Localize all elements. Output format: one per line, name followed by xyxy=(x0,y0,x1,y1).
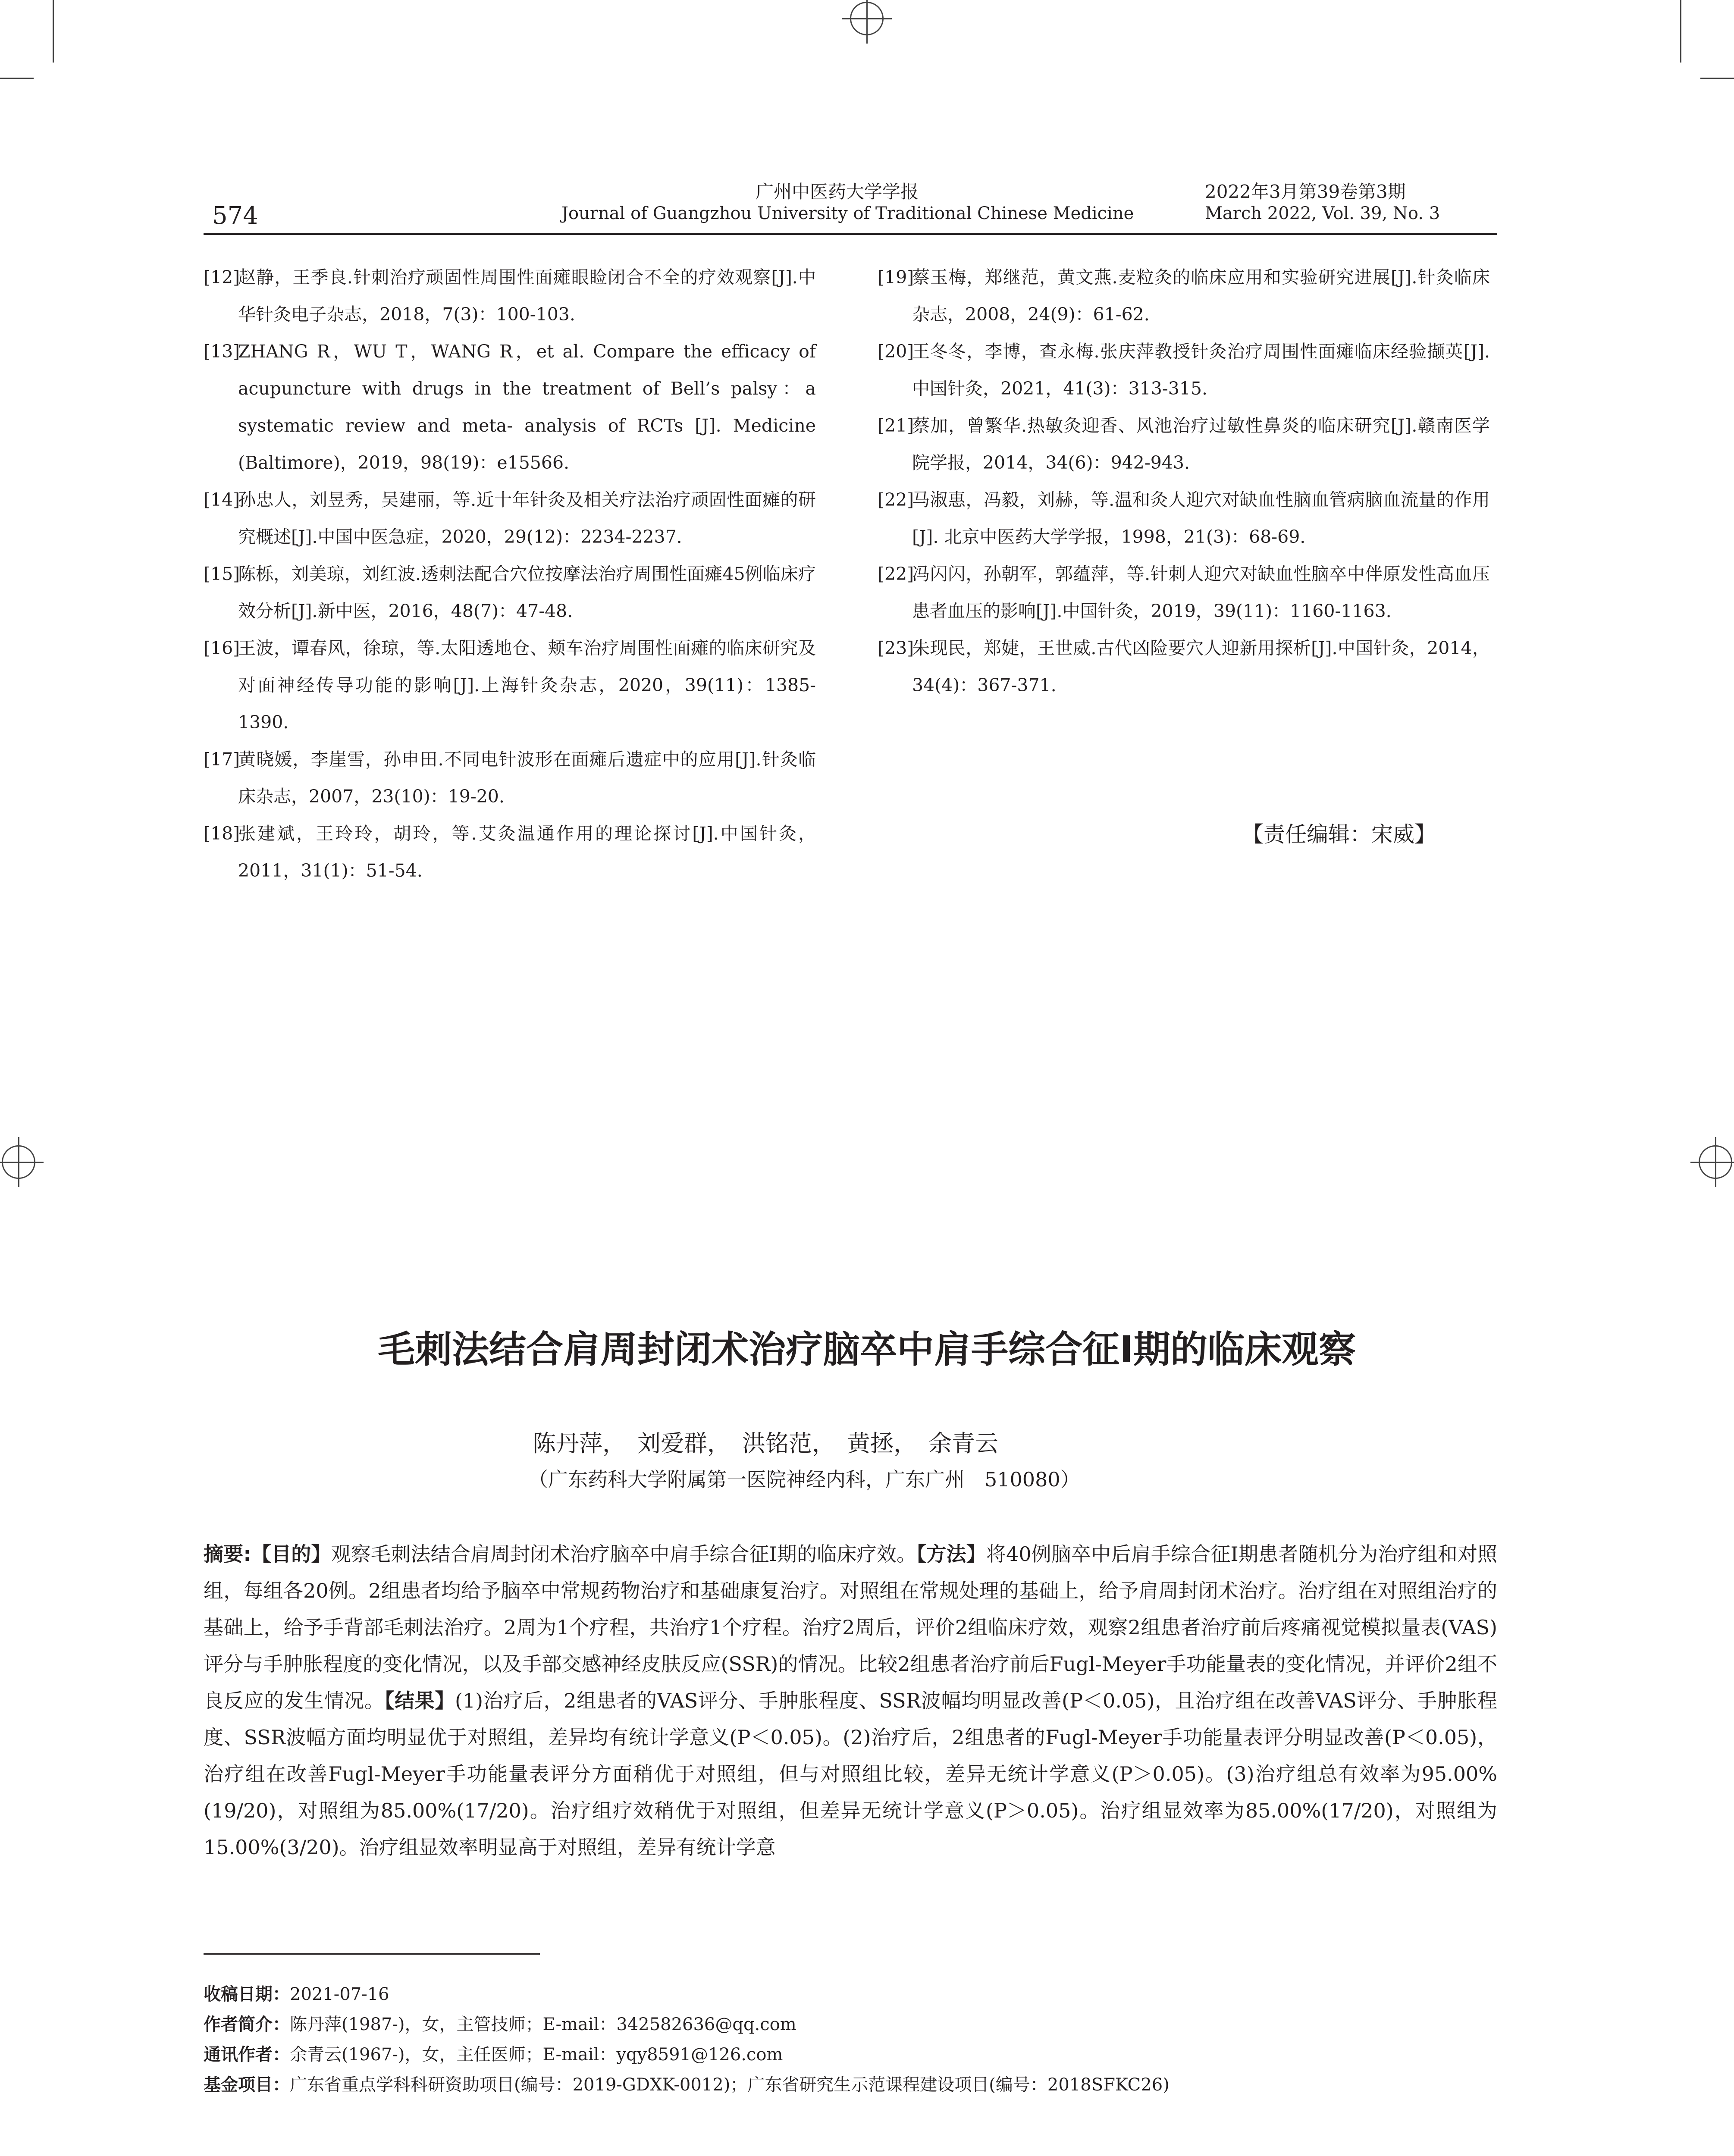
reference-text: 冯闪闪，孙朝军，郭蕴萍，等.针刺人迎穴对缺血性脑卒中伴原发性高血压患者血压的影响[J].中国针灸，2019，39(11)：1160-1163. xyxy=(912,564,1490,621)
reference-item xyxy=(878,259,1490,333)
reference-number: [15] xyxy=(204,564,240,584)
reference-item xyxy=(204,481,816,555)
reference-number: [14] xyxy=(204,489,240,510)
abstract-objective: 观察毛刺法结合肩周封闭术治疗脑卒中肩手综合征Ⅰ期的临床疗效。 xyxy=(331,1542,917,1566)
registration-mark-icon xyxy=(2,1145,35,1179)
reference-item xyxy=(204,741,816,815)
crop-mark xyxy=(1680,0,1681,63)
references-right-column xyxy=(878,259,1490,704)
reference-item xyxy=(204,555,816,630)
footnote-corresponding-author xyxy=(204,2040,1497,2070)
reference-item xyxy=(878,555,1490,630)
registration-mark-icon xyxy=(850,2,884,35)
footnotes xyxy=(204,1979,1497,2100)
footnote-label: 作者简介： xyxy=(204,2015,290,2034)
abstract xyxy=(204,1536,1497,1866)
article-authors: 陈丹萍， 刘爱群， 洪铭范， 黄拯， 余青云 xyxy=(533,1430,998,1457)
reference-item xyxy=(204,815,816,889)
registration-mark-icon xyxy=(1699,1145,1732,1179)
article-title: 毛刺法结合肩周封闭术治疗脑卒中肩手综合征Ⅰ期的临床观察 xyxy=(378,1328,1356,1371)
reference-text: 蔡玉梅，郑继范，黄文燕.麦粒灸的临床应用和实验研究进展[J].针灸临床杂志，2008，24(9)：61-62. xyxy=(912,267,1490,325)
footnote-divider xyxy=(204,1953,540,1955)
abstract-label: 摘要: xyxy=(204,1542,251,1566)
reference-number: [23] xyxy=(878,638,914,658)
journal-title-en: Journal of Guangzhou University of Traditional Chinese Medicine xyxy=(561,204,1134,223)
reference-item xyxy=(878,407,1490,481)
crop-mark xyxy=(0,78,34,79)
footnote-text: 余青云(1967-)，女，主任医师；E-mail：yqy8591@126.com xyxy=(290,2045,783,2065)
footnote-funding xyxy=(204,2070,1497,2100)
abstract-results: (1)治疗后，2组患者的VAS评分、手肿胀程度、SSR波幅均明显改善(P＜0.05)，且治疗组在改善VAS评分、手肿胀程度、SSR波幅方面均明显优于对照组，差异均有统计学意义(P＜0.05)。(2)治疗后，2组患者的Fugl-Meyer手功能量表评分明显改善(P＜0.05)，治疗组在改善Fugl-Meyer手功能量表评分方面稍优于对照组，但与对照组比较，差异无统计学意义(P＞0.05)。(3)治疗组总有效率为95.00%(19/20)，对照组为85.00%(17/20)。治疗组疗效稍优于对照组，但差异无统计学意义(P＞0.05)。治疗组显效率为85.00%(17/20)，对照组为15.00%(3/20)。治疗组显效率明显高于对照组，差异有统计学意 xyxy=(204,1689,1498,1859)
running-header xyxy=(204,172,1497,235)
reference-number: [16] xyxy=(204,638,240,658)
journal-title-cn: 广州中医药大学学报 xyxy=(756,181,919,202)
reference-text: 赵静，王季良.针刺治疗顽固性周围性面瘫眼睑闭合不全的疗效观察[J].中华针灸电子杂志，2018，7(3)：100-103. xyxy=(238,267,816,325)
reference-number: [12] xyxy=(204,267,240,288)
reference-item xyxy=(204,259,816,333)
footnote-author-bio xyxy=(204,2009,1497,2040)
reference-item xyxy=(878,481,1490,555)
reference-text: 马淑惠，冯毅，刘赫，等.温和灸人迎穴对缺血性脑血管病脑血流量的作用[J]. 北京中医药大学学报，1998，21(3)：68-69. xyxy=(912,489,1490,547)
reference-number: [22] xyxy=(878,564,914,584)
footnote-text: 陈丹萍(1987-)，女，主管技师；E-mail：342582636@qq.com xyxy=(290,2015,796,2034)
reference-text: 王波，谭春风，徐琼，等.太阳透地仓、颊车治疗周围性面瘫的临床研究及对面神经传导功能的影响[J].上海针灸杂志，2020，39(11)：1385-1390. xyxy=(238,638,816,733)
reference-text: 陈栎，刘美琼，刘红波.透刺法配合穴位按摩法治疗周围性面瘫45例临床疗效分析[J].新中医，2016，48(7)：47-48. xyxy=(238,564,816,621)
reference-item xyxy=(878,630,1490,704)
footnote-label: 基金项目： xyxy=(204,2075,290,2095)
reference-text: 朱现民，郑婕，王世威.古代凶险要穴人迎新用探析[J].中国针灸，2014，34(4)：367-371. xyxy=(912,638,1490,696)
abstract-results-label: 【结果】 xyxy=(384,1689,455,1712)
reference-number: [17] xyxy=(204,749,240,770)
reference-text: ZHANG R，WU T，WANG R，et al. Compare the efficacy of acupuncture with drugs in the treatment of Bell’s palsy：a systematic review and meta- analysis of RCTs [J]. Medicine (Baltimore)，2019，98(19)：e15566. xyxy=(238,341,816,473)
references-left-column xyxy=(204,259,816,889)
crop-mark xyxy=(1700,78,1734,79)
footnote-text: 广东省重点学科科研资助项目(编号：2019-GDXK-0012)；广东省研究生示范课程建设项目(编号：2018SFKC26) xyxy=(290,2075,1170,2095)
reference-item xyxy=(204,630,816,741)
reference-item xyxy=(204,333,816,481)
footnote-received-date xyxy=(204,1979,1497,2009)
reference-text: 孙忠人，刘昱秀，吴建丽，等.近十年针灸及相关疗法治疗顽固性面瘫的研究概述[J].中国中医急症，2020，29(12)：2234-2237. xyxy=(238,489,816,547)
reference-item xyxy=(878,333,1490,407)
reference-text: 张建斌，王玲玲，胡玲，等.艾灸温通作用的理论探讨[J].中国针灸，2011，31(1)：51-54. xyxy=(238,823,816,881)
page-number: 574 xyxy=(212,202,258,230)
reference-number: [19] xyxy=(878,267,914,288)
issue-info-en: March 2022, Vol. 39, No. 3 xyxy=(1205,204,1440,223)
footnote-label: 通讯作者： xyxy=(204,2045,290,2065)
reference-text: 王冬冬，李博，查永梅.张庆萍教授针灸治疗周围性面瘫临床经验撷英[J].中国针灸，2021，41(3)：313-315. xyxy=(912,341,1490,399)
reference-number: [13] xyxy=(204,341,240,362)
reference-number: [18] xyxy=(204,823,240,844)
article-affiliation: （广东药科大学附属第一医院神经内科，广东广州 510080） xyxy=(528,1468,1080,1491)
abstract-objective-label: 【目的】 xyxy=(251,1542,331,1566)
footnote-label: 收稿日期： xyxy=(204,1984,290,2004)
crop-mark xyxy=(53,0,54,63)
footnote-text: 2021-07-16 xyxy=(290,1984,389,2004)
reference-number: [21] xyxy=(878,415,914,436)
reference-text: 黄晓媛，李崖雪，孙申田.不同电针波形在面瘫后遗症中的应用[J].针灸临床杂志，2007，23(10)：19-20. xyxy=(238,749,816,807)
abstract-methods: 将40例脑卒中后肩手综合征Ⅰ期患者随机分为治疗组和对照组，每组各20例。2组患者均给予脑卒中常规药物治疗和基础康复治疗。对照组在常规处理的基础上，给予肩周封闭术治疗。治疗组在对照组治疗的基础上，给予手背部毛刺法治疗。2周为1个疗程，共治疗1个疗程。治疗2周后，评价2组临床疗效，观察2组患者治疗前后疼痛视觉模拟量表(VAS)评分与手肿胀程度的变化情况，以及手部交感神经皮肤反应(SSR)的情况。比较2组患者治疗前后Fugl-Meyer手功能量表的变化情况，并评价2组不良反应的发生情况。 xyxy=(204,1542,1498,1712)
reference-number: [22] xyxy=(878,489,914,510)
issue-info-cn: 2022年3月第39卷第3期 xyxy=(1205,181,1406,202)
reference-text: 蔡加，曾繁华.热敏灸迎香、风池治疗过敏性鼻炎的临床研究[J].赣南医学院学报，2014，34(6)：942-943. xyxy=(912,415,1490,473)
reference-number: [20] xyxy=(878,341,914,362)
abstract-methods-label: 【方法】 xyxy=(916,1542,986,1566)
editor-note: 【责任编辑：宋威】 xyxy=(1242,822,1436,847)
